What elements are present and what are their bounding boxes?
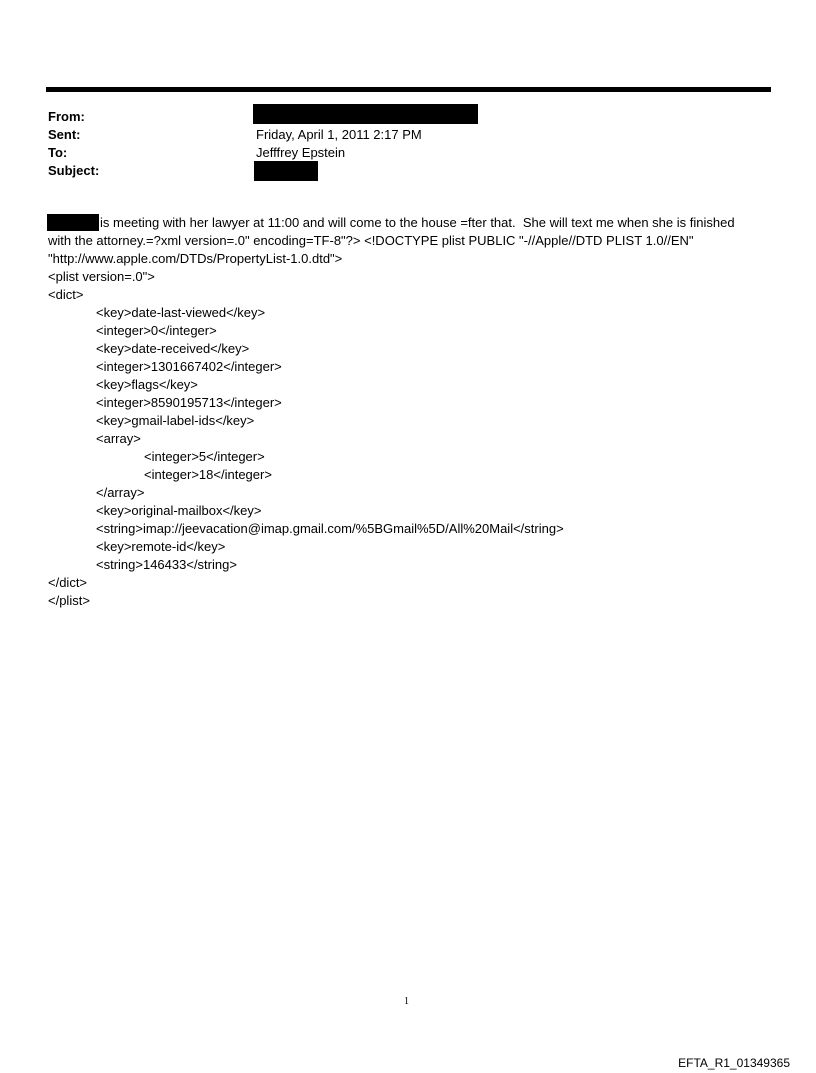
body-line: <string>imap://jeevacation@imap.gmail.com/%5BGmail%5D/All%20Mail</string> [96,521,564,536]
header-rule [46,87,771,92]
body-line: <integer>18</integer> [144,467,272,482]
body-line: <key>date-last-viewed</key> [96,305,266,320]
body-line: <key>remote-id</key> [96,539,226,554]
body-line: <plist version=.0"> [48,269,155,284]
body-line: <integer>1301667402</integer> [96,359,282,374]
sent-label: Sent: [48,127,81,142]
body-line: </plist> [48,593,90,608]
to-label: To: [48,145,68,160]
body-line: "http://www.apple.com/DTDs/PropertyList-1.0.dtd"> [48,251,343,266]
body-line: </array> [96,485,145,500]
body-line: <key>gmail-label-ids</key> [96,413,255,428]
body-line: <key>date-received</key> [96,341,250,356]
subject-label: Subject: [48,163,100,178]
body-line: <integer>5</integer> [144,449,265,464]
subject-redaction [254,161,318,181]
body-line: <key>original-mailbox</key> [96,503,262,518]
body-line: <integer>0</integer> [96,323,217,338]
document-id: EFTA_R1_01349365 [678,1056,790,1070]
body-line: <integer>8590195713</integer> [96,395,282,410]
body-line: is meeting with her lawyer at 11:00 and will come to the house =fter that. She will text me when she is finished [100,215,735,230]
message-body [48,214,778,610]
page-number: 1 [404,996,409,1007]
body-line: <key>flags</key> [96,377,198,392]
body-line: with the attorney.=?xml version=.0" encoding=TF-8"?> <!DOCTYPE plist PUBLIC "-//Apple//DTD PLIST 1.0//EN" [48,233,694,248]
sent-value: Friday, April 1, 2011 2:17 PM [256,127,422,142]
from-label: From: [48,109,85,124]
body-line: <dict> [48,287,84,302]
body-line: <array> [96,431,141,446]
from-redaction [253,104,478,124]
to-value: Jefffrey Epstein [256,145,346,160]
body-line: <string>146433</string> [96,557,237,572]
body-line: </dict> [48,575,88,590]
